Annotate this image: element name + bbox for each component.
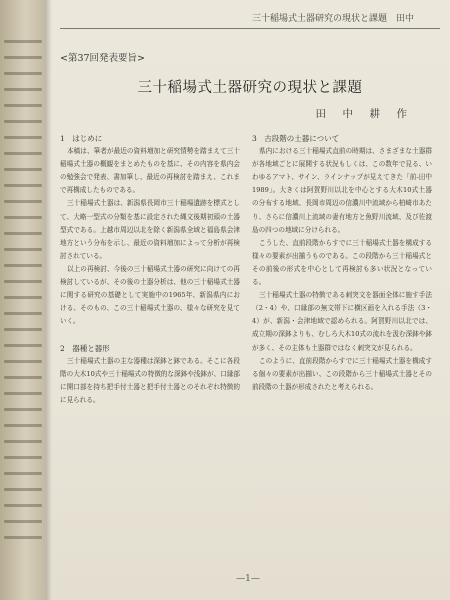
section-heading-early-stage: 3 古段階の土器について	[252, 134, 340, 143]
author-name: 田 中 耕 作	[315, 108, 410, 120]
paragraph: 三十稲場式土器の主な器種は深鉢と鉢である。そこに各段階の大木10式や三十稲場式の特徴的な深鉢や浅鉢が、口縁部に開口部を持ち把手付土器と把手付土器とのそれぞれ特徴的に見られる。	[60, 356, 240, 404]
paragraph: 三十稲場式土器は、新潟県長岡市三十稲場遺跡を標式として、大略一型式の分類を基に設定された縄文後期初頭の土器型式である。上越市周辺以北を除く新潟県全域と福島県会津地方という分布を示し、最近の資料増加によって分析が再検討されている。	[60, 199, 240, 260]
adjacent-page-strip	[0, 0, 46, 600]
paragraph: 県内における三十稲場式直前の時期は、さまざまな土器群が各地域ごとに展開する状況もしくは、この数年で見る、いわゆるアマト、サイン、ラインナップが見えてきた「前-田中1989」。大きくは阿賀野川以北を中心とする大木10式土器の分布する地域、長岡市周辺の信濃川中流域から柏崎市あたり、さらに信濃川上流域の妻有地方と魚野川流域、及び佐渡島の四つの地域に分けられる。	[252, 147, 432, 234]
paragraph: 以上の再検討、今後の三十稲場式土器の研究に向けての再検討しているが、その後の土器分析は、他の三十稲場式土器に関する研究の基礎として実施中の1965年、新潟県内における、そのもの、この三十稲場式土器の、様々な研究を見ていく。	[60, 264, 240, 326]
journal-page	[46, 0, 450, 600]
session-label: <第37回発表要旨>	[60, 53, 146, 64]
paragraph: このように、直前段階からすでに三十稲場式土器を構成する個々の要素が出揃い、この段階から三十稲場式土器とその前段階の土器が形成されたと考えられる。	[252, 356, 432, 391]
running-head: 三十稲場式土器研究の現状と課題 田中	[60, 12, 440, 29]
section-heading-intro: 1 はじめに	[60, 134, 103, 143]
paragraph: 三十稲場式土器の特徴である刺突文を器面全体に施す手法（2・4）や、口縁部の無文帯下に横区画を入れる手法（3・4）が、新潟・会津地域で認められる。阿賀野川以北では、成立期の深鉢よりも、むしろ大木10式の流れを汲む深鉢や鉢が多く、その主体も土器群ではなく刺突文が見られる。	[252, 291, 432, 352]
page-number: —1—	[236, 574, 260, 584]
paragraph: 本稿は、筆者が最近の資料増加と研究情勢を踏まえて三十稲場式土器の概観をまとめたものを基に、その内容を県内会の勉強会で発表、書加筆し、最近の再検討を踏まえ、これまで再構成したものである。	[60, 147, 240, 195]
page-gutter-shadow	[46, 0, 52, 600]
paper-title: 三十稲場式土器研究の現状と課題	[137, 80, 363, 96]
left-column	[60, 132, 240, 407]
right-column	[252, 132, 432, 394]
paragraph: こうした、直前段階からすでに三十稲場式土器を構成する様々の要素が出揃うものである。この段階から三十稲場式とその前後の形式を中心として再検討も多い状況となっている。	[252, 238, 432, 287]
section-heading-vessel-types: 2 器種と器形	[60, 343, 110, 353]
